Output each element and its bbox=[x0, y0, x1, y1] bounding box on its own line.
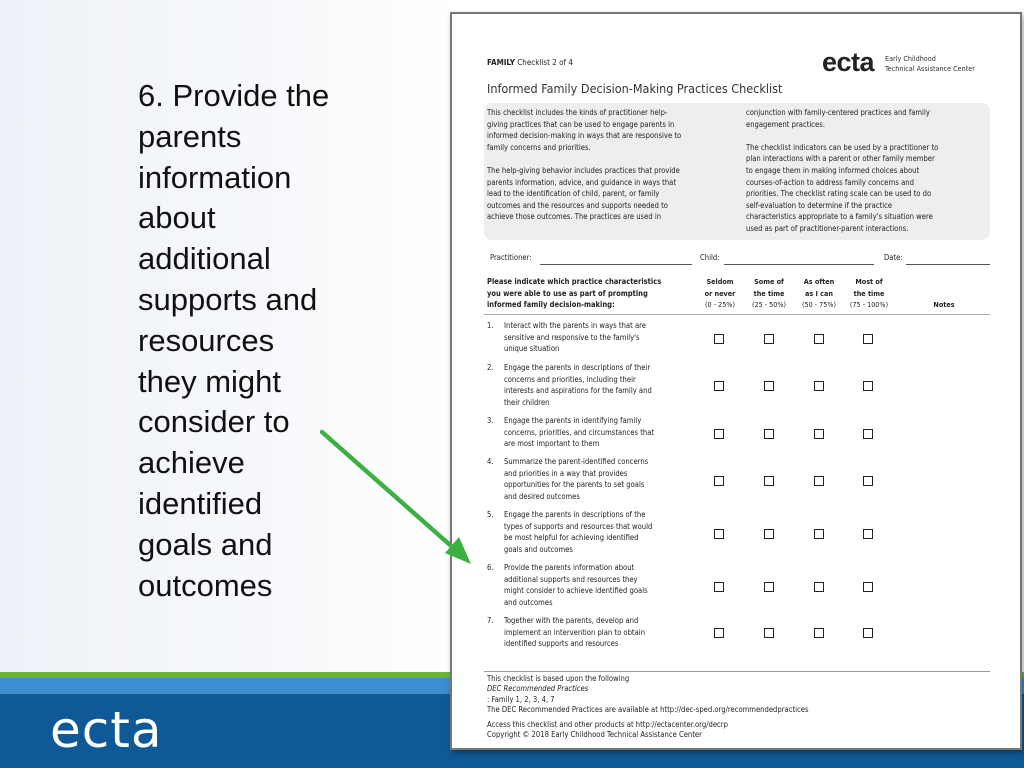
slide-text-line: consider to bbox=[138, 404, 290, 440]
slide-text-line: parents bbox=[138, 118, 242, 154]
column-header-most: Most of the time (75 - 100%) bbox=[849, 277, 889, 310]
column-header-some: Some of the time (25 - 50%) bbox=[751, 277, 787, 310]
checklist-page-image: FAMILY Checklist 2 of 4 Informed Family Decision-Making Practices Checklist ecta Early Childhood Technical Assistance Center This checklist includes the kinds of practitioner help- giving practices that can be used to engage parents in informed decision-making in ways that are responsive to family concerns and priorities. The help-giving behavior includes practices that provide parents information, advice, and guidance in ways that lead to the identification of child, parent, or family outcomes and the resources and supports needed to achieve those outcomes. The practices are used in conjunction with family-centered practices and family engagement practices. The checklist indicators can be used by a practitioner to plan interactions with a parent or other family member to engage them in making informed choices about courses-of-action to address family concerns and priorities. The checklist rating scale can be used to do self-evaluation to determine if the practice characteristics appropriate to a family's situation were used as part of practitioner-parent interactions. Practitioner: Child: Date: Please indicate which practice characteristics you were able to use as part of prompting informed family decision-making: Seldom or never (0 - 25%) Some of the time (25 - 50%) As often as I can (50 - 75%) Most of the time (75 - 100%) Notes 1. Interact with the parents in ways that are sensitive and responsive to the family's unique situation 2. Engage the parents in descriptions of their concerns and priorities, including their interests and aspirations for the family and their children 3. Engage the parents in identifying family concerns, priorities, and circumstances that are most important to them 4. Summarize the parent-identified concerns and priorities in a way that provides opportunities for the parents to set goals and desired outcomes 5. Engage the parents in descriptions of the types of supports and resources that would be most helpful for achieving identified goals and outcomes 6. Provide the parents information about additional supports and resources they might consider to achieve identified goals and outcomes 7. Together with the parents, develop and implement an intervention plan to obtain identified supports and resources This checklist is based upon the following DEC Recommended Practices : Family 1, 2, 3, 4, 7 The DEC Recommended Practices are available at http://dec-sped.org/recommendedpractices Access this checklist and other products at http://ectacenter.org/decrp Copyright © 2018 Early Childhood Technical Assistance Center bbox=[450, 12, 1022, 750]
slide-text-line: identified bbox=[138, 485, 263, 521]
column-header-notes: Notes bbox=[933, 300, 955, 309]
child-label: Child: bbox=[700, 253, 720, 262]
column-header-often: As often as I can (50 - 75%) bbox=[801, 277, 837, 310]
intro-left-column: This checklist includes the kinds of practitioner help- giving practices that can be used to engage parents in informed decision-making in ways that are responsive to family concerns and priorities. The help-giving behavior includes practices that provide parents information, advice, and guidance in ways that lead to the identification of child, parent, or family outcomes and the resources and supports needed to achieve those outcomes. The practices are used in bbox=[487, 108, 682, 222]
slide-text-line: resources bbox=[138, 322, 275, 358]
rating-prompt: Please indicate which practice characteristics you were able to use as part of prompting informed family decision-making: bbox=[487, 277, 662, 310]
ecta-logo-subtitle: Early Childhood Technical Assistance Center bbox=[885, 54, 975, 73]
checklist-title: Informed Family Decision-Making Practices Checklist bbox=[487, 81, 783, 96]
intro-right-column: conjunction with family-centered practices and family engagement practices. The checklist indicators can be used by a practitioner to plan interactions with a parent or other family member to engage them in making informed choices about courses-of-action to address family concerns and priorities. The checklist rating scale can be used to do self-evaluation to determine if the practice characteristics appropriate to a family's situation were used as part of practitioner-parent interactions. bbox=[746, 108, 939, 233]
slide-text-line: 6. Provide the bbox=[138, 78, 330, 113]
slide-text-line: achieve bbox=[138, 445, 245, 481]
practitioner-label: Practitioner: bbox=[490, 253, 532, 262]
checklist-page-label: FAMILY Checklist 2 of 4 bbox=[487, 58, 573, 67]
slide-text-line: additional bbox=[138, 241, 271, 277]
ecta-footer-logo: ecta bbox=[50, 701, 163, 759]
slide-text-line: about bbox=[138, 200, 216, 236]
slide-text-line: supports and bbox=[138, 281, 318, 317]
checklist-footer: This checklist is based upon the following DEC Recommended Practices : Family 1, 2, 3, 4, 7 The DEC Recommended Practices are available at http://dec-sped.org/recommendedpractices Access this checklist and other products at http://ectacenter.org/decrp Copyright © 2018 Early Childhood Technical Assistance Center bbox=[487, 674, 809, 740]
arrow-shaft bbox=[322, 432, 458, 552]
slide-text-line: outcomes bbox=[138, 567, 273, 603]
slide-text-line: they might bbox=[138, 363, 282, 399]
ecta-logo: ecta bbox=[822, 47, 875, 77]
date-label: Date: bbox=[884, 253, 903, 262]
slide-text-line: goals and bbox=[138, 526, 273, 562]
column-header-seldom: Seldom or never (0 - 25%) bbox=[704, 277, 736, 310]
slide-text-line: information bbox=[138, 159, 292, 195]
